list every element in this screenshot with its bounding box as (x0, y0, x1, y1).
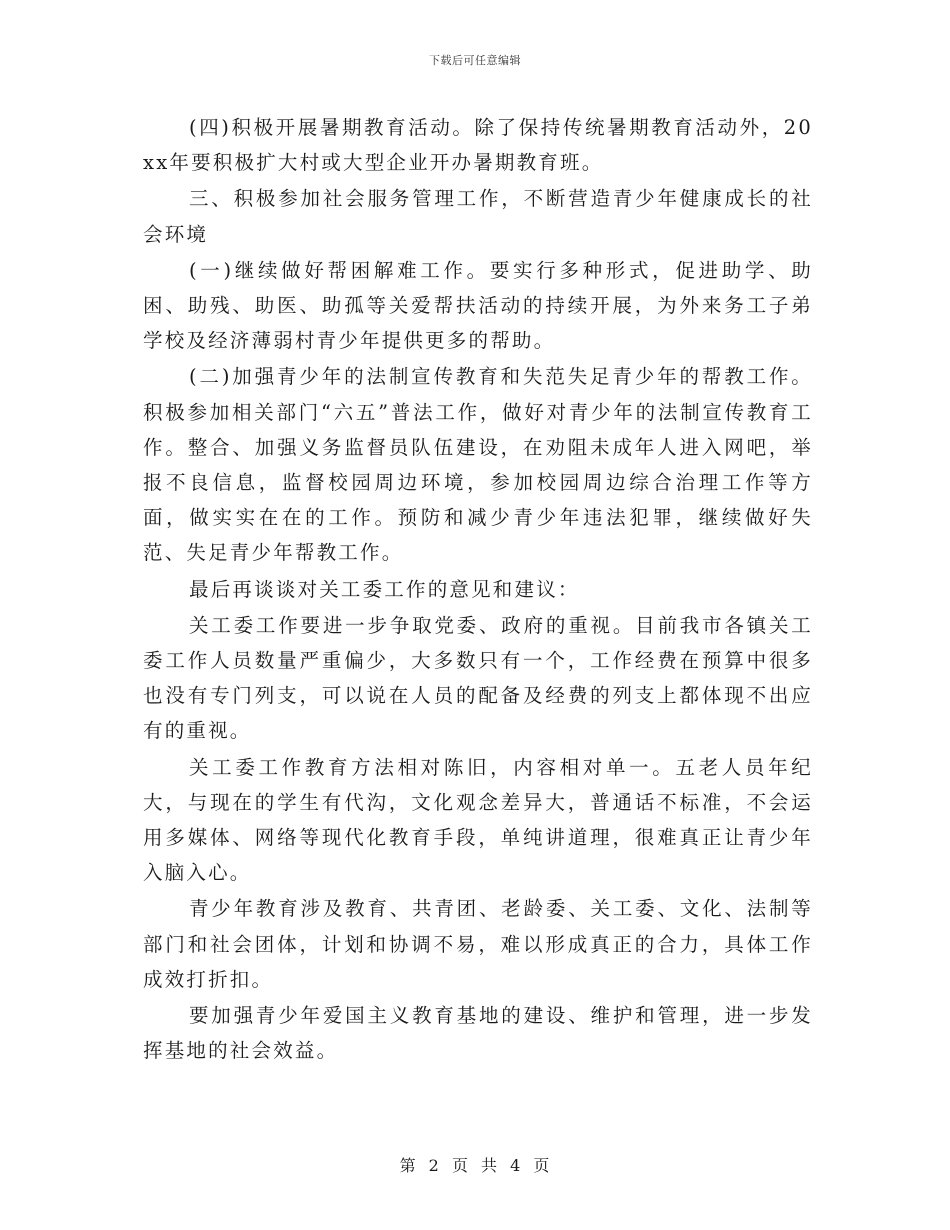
page-header: 下载后可任意编辑 (429, 54, 521, 67)
section-heading-social-service: 三、积极参加社会服务管理工作，不断营造青少年健康成长的社会环境 (143, 187, 813, 246)
paragraph-summer-education: (四)积极开展暑期教育活动。除了保持传统暑期教育活动外，20xx年要积极扩大村或大型企业开办暑期教育班。 (143, 116, 813, 175)
paragraph-suggestion-coordination: 青少年教育涉及教育、共青团、老龄委、关工委、文化、法制等部门和社会团体，计划和协调不易，难以形成真正的合力，具体工作成效打折扣。 (143, 897, 813, 991)
paragraph-poverty-relief: (一)继续做好帮困解难工作。要实行多种形式，促进助学、助困、助残、助医、助孤等关爱帮扶活动的持续开展，为外来务工子弟学校及经济薄弱村青少年提供更多的帮助。 (143, 258, 813, 353)
paragraph-suggestion-methods: 关工委工作教育方法相对陈旧，内容相对单一。五老人员年纪大，与现在的学生有代沟，文化观念差异大，普通话不标准，不会运用多媒体、网络等现代化教育手段，单纯讲道理，很难真正让青少年入脑入心。 (143, 755, 813, 885)
document-body (143, 110, 813, 1069)
paragraph-suggestion-government: 关工委工作要进一步争取党委、政府的重视。目前我市各镇关工委工作人员数量严重偏少，大多数只有一个，工作经费在预算中很多也没有专门列支，可以说在人员的配备及经费的列支上都体现不出应有的重视。 (143, 613, 813, 743)
paragraph-suggestions-intro: 最后再谈谈对关工委工作的意见和建议： (189, 577, 580, 601)
page-number-footer: 第 2 页 共 4 页 (399, 1156, 551, 1175)
paragraph-suggestion-bases: 要加强青少年爱国主义教育基地的建设、维护和管理，进一步发挥基地的社会效益。 (143, 1004, 813, 1063)
paragraph-legal-education: (二)加强青少年的法制宣传教育和失范失足青少年的帮教工作。积极参加相关部门“六五”普法工作，做好对青少年的法制宣传教育工作。整合、加强义务监督员队伍建设，在劝阻未成年人进入网吧，举报不良信息，监督校园周边环境，参加校园周边综合治理工作等方面，做实实在在的工作。预防和减少青少年违法犯罪，继续做好失范、失足青少年帮教工作。 (143, 365, 813, 565)
